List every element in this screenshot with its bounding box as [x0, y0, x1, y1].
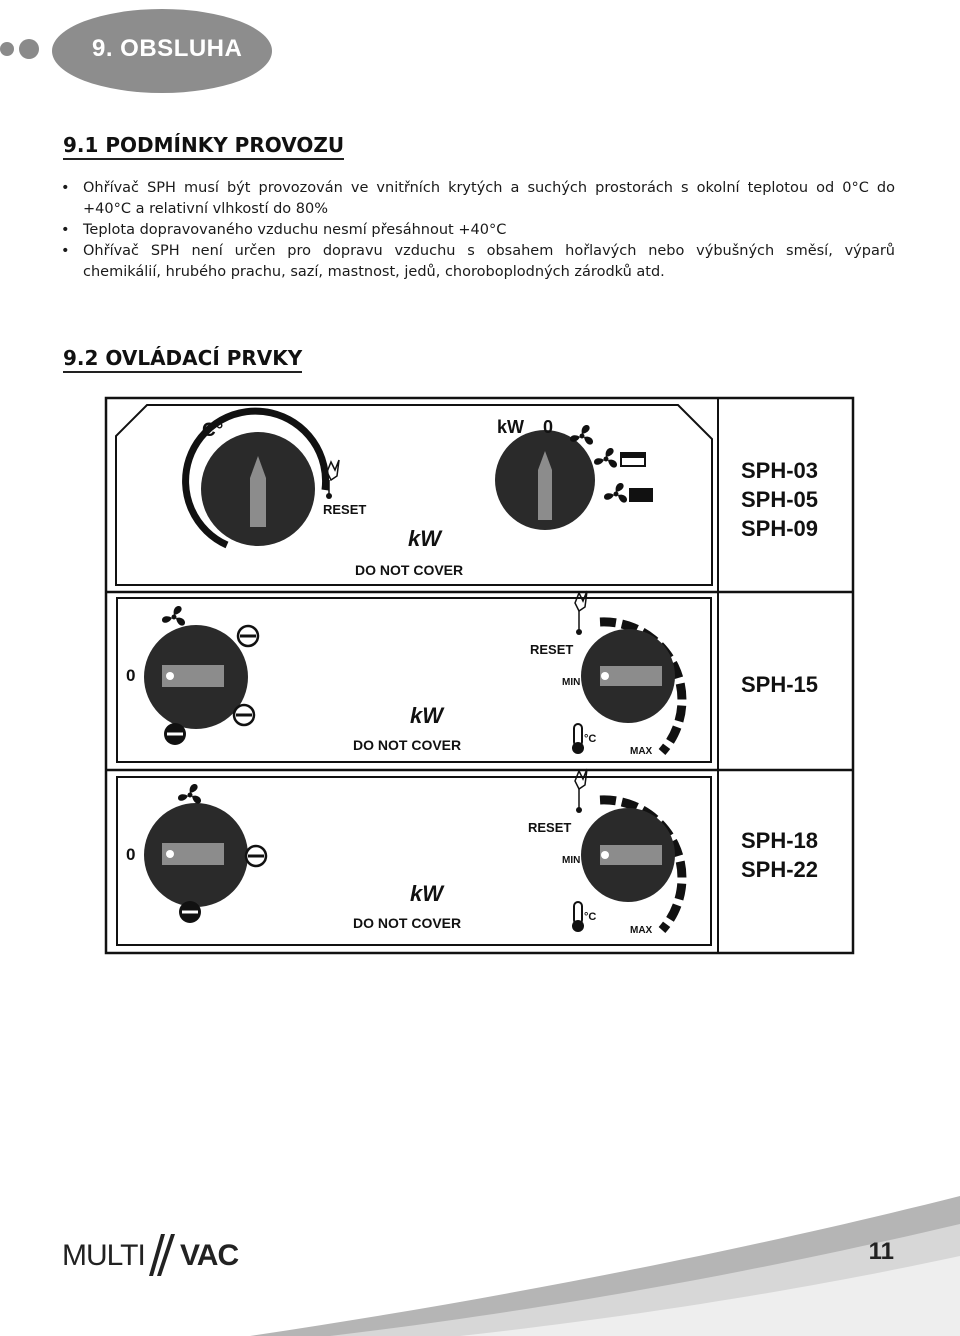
reset-label: RESET — [528, 820, 572, 835]
max-label: MAX — [630, 925, 653, 936]
fan-icon — [162, 606, 185, 626]
knob-pointer — [600, 845, 662, 865]
celsius-label: °C — [584, 733, 597, 745]
logo-slash-mark — [145, 1230, 179, 1282]
min-label: MIN — [562, 677, 581, 688]
bullet-marker: • — [61, 243, 70, 259]
zero-label: 0 — [126, 845, 136, 864]
fan-icon — [604, 483, 627, 503]
model-label: SPH-09 — [741, 516, 819, 541]
reset-label: RESET — [530, 642, 574, 657]
kw-label: kW — [410, 703, 443, 728]
logo-text-multi: MULTI — [62, 1239, 145, 1272]
heat-full-icon — [164, 723, 186, 745]
reset-label: RESET — [323, 502, 367, 517]
thermometer-icon — [572, 724, 584, 754]
reset-hand-icon — [575, 769, 587, 813]
model-label: SPH-05 — [741, 487, 819, 512]
heat-full-icon — [179, 901, 201, 923]
model-label: SPH-22 — [741, 857, 819, 882]
celsius-label: C° — [202, 420, 224, 441]
model-label: SPH-03 — [741, 458, 819, 483]
zero-label: 0 — [126, 666, 136, 685]
bullet-marker: • — [61, 180, 70, 196]
fan-icon — [594, 448, 617, 468]
min-label: MIN — [562, 855, 581, 866]
fan-icon — [178, 784, 201, 804]
celsius-label: °C — [584, 911, 597, 923]
heading-operating-conditions: 9.1 PODMÍNKY PROVOZU — [63, 133, 344, 160]
bullet-text-line: +40°C a relativní vlhkostí do 80% — [83, 201, 329, 217]
max-label: MAX — [630, 746, 653, 757]
kw-label: kW — [497, 417, 524, 437]
model-label: SPH-18 — [741, 828, 819, 853]
thermometer-icon — [572, 902, 584, 932]
knob-pointer — [600, 666, 662, 686]
heat-full-icon — [629, 488, 653, 502]
page-number: 11 — [868, 1238, 894, 1265]
bullet-text-line: Ohřívač SPH není určen pro dopravu vzduchu s obsahem hořlavých nebo výbušných směsí, výparů — [83, 243, 895, 259]
bullet-text-line: chemikálií, hrubého prachu, sazí, mastnost, jedů, choroboplodných zárodků atd. — [83, 264, 665, 280]
kw-label: kW — [408, 526, 441, 551]
logo-text-vac: VAC — [180, 1239, 239, 1272]
heat-half-icon — [246, 846, 266, 866]
heat-half-icon — [238, 626, 258, 646]
bullet-text-line: Ohřívač SPH musí být provozován ve vnitřních krytých a suchých prostorách s okolní teplotou od 0°C do — [83, 180, 895, 196]
heading-controls: 9.2 OVLÁDACÍ PRVKY — [63, 346, 302, 373]
bullet-marker: • — [61, 222, 70, 238]
kw-label: kW — [410, 881, 443, 906]
fan-icon — [570, 425, 593, 445]
zero-label: 0 — [543, 417, 554, 437]
section-title: 9. OBSLUHA — [92, 35, 243, 62]
do-not-cover-label: DO NOT COVER — [353, 737, 462, 753]
do-not-cover-label: DO NOT COVER — [353, 915, 462, 931]
model-label: SPH-15 — [741, 672, 819, 697]
bullet-text-line: Teplota dopravovaného vzduchu nesmí přesáhnout +40°C — [83, 222, 507, 238]
do-not-cover-label: DO NOT COVER — [355, 562, 464, 578]
heat-half-icon — [234, 705, 254, 725]
